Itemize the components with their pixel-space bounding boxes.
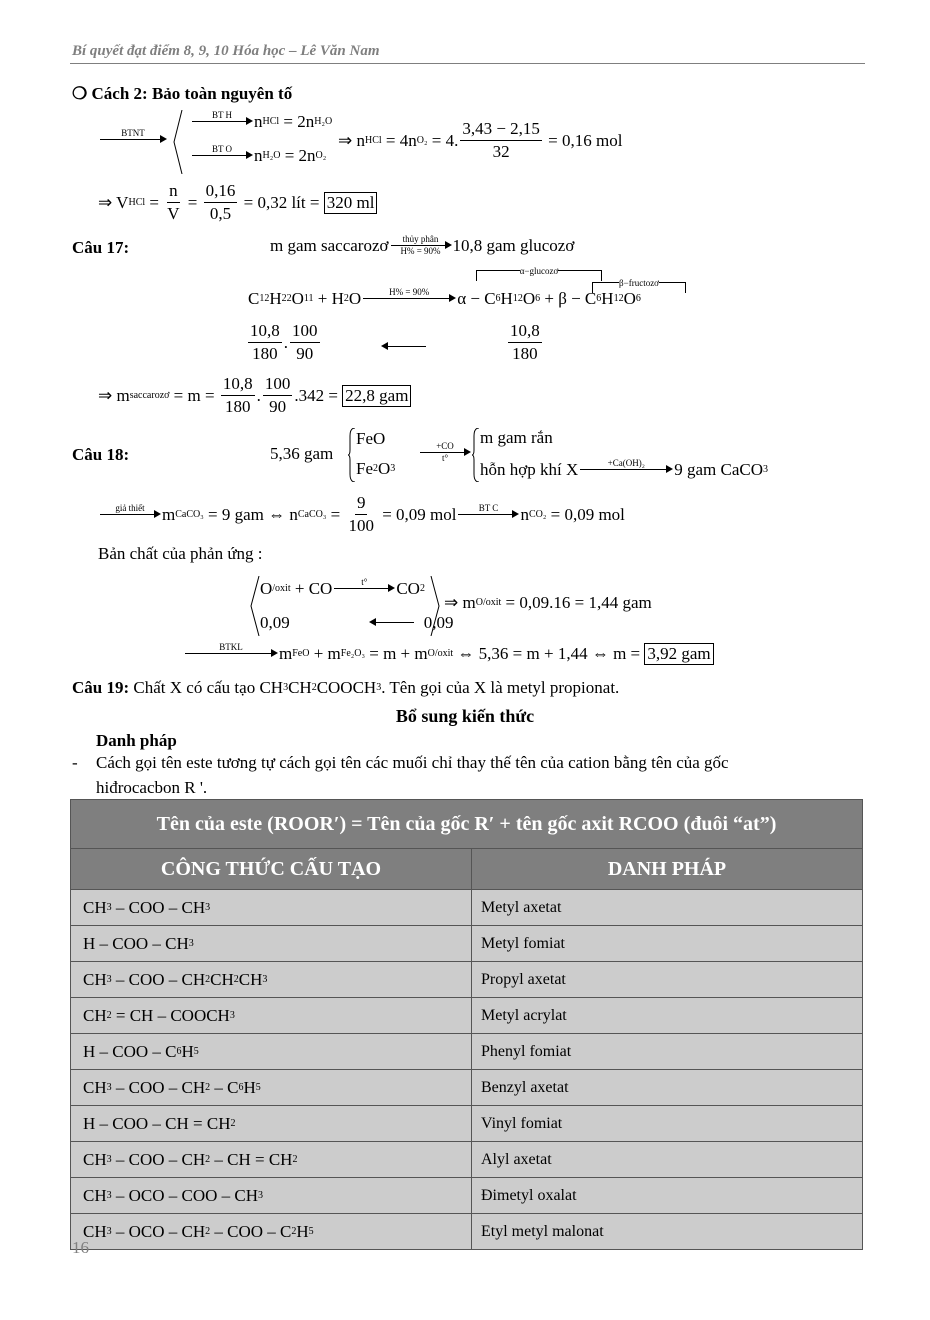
- text-run: COOCH: [316, 678, 377, 697]
- oxide-reaction: O /oxit + CO t° CO 2: [260, 577, 425, 600]
- arrow-label: t°: [361, 577, 368, 587]
- formula: H – COO – CH = CH 2: [83, 1113, 236, 1133]
- arrow-label: BT O: [211, 144, 233, 154]
- arrow-shaft: [391, 245, 447, 246]
- text-run: H – COO – C: [83, 1041, 177, 1061]
- text-run: O: [522, 288, 536, 308]
- brace: [472, 428, 480, 482]
- text-run: = 0,32 lít =: [239, 192, 324, 212]
- text-run: CH: [83, 1149, 107, 1169]
- text-run: n: [254, 145, 263, 165]
- circle-bullet-icon: ❍: [72, 84, 88, 103]
- denominator: 90: [269, 397, 287, 416]
- text-run: – COO – CH: [111, 969, 206, 989]
- text-run: + m: [309, 643, 341, 663]
- text-run: H: [243, 1077, 256, 1097]
- arrow-label: H% = 90%: [389, 287, 430, 297]
- text-run: H: [500, 288, 513, 308]
- text-run: m: [279, 643, 293, 663]
- arrow-label: [192, 122, 252, 133]
- text-run: =: [145, 192, 164, 212]
- name-cell: Metyl acrylat: [472, 998, 863, 1034]
- name-cell: Vinyl fomiat: [472, 1106, 863, 1142]
- text-run: = m =: [169, 385, 219, 405]
- page-number: 16: [72, 1238, 89, 1257]
- arrow-shaft: [580, 469, 668, 470]
- mass-conservation: BTKL m FeO + m Fe₂O₃ = m + m O/oxit ⇔ 5,36 = m + 1,44 ⇔ m = 3,92 gam: [183, 642, 714, 665]
- fraction: [204, 180, 238, 225]
- text-run: O: [348, 288, 362, 308]
- question-18-label: Câu 18:: [72, 445, 130, 464]
- arrow-shaft: [100, 514, 156, 515]
- formula: CH 2 = CH – COOCH 3: [83, 1005, 235, 1025]
- header-divider: [70, 63, 865, 64]
- running-header: Bí quyết đạt điểm 8, 9, 10 Hóa học – Lê Văn Nam: [72, 43, 380, 59]
- ratio-right: [506, 320, 544, 365]
- numerator: 3,43 − 2,15: [460, 118, 542, 141]
- formula: H – COO – C 6 H 5: [83, 1041, 199, 1061]
- formula-cell: [71, 1178, 472, 1214]
- text-run: – COO – C: [210, 1221, 292, 1241]
- formula-cell: [71, 1070, 472, 1106]
- question-19-text: Chất X có cấu tạo CH 3 CH 2 COOCH 3 . Tên gọi của X là metyl propionat.: [129, 678, 620, 697]
- text-run: O: [378, 459, 391, 478]
- saccharose-mass-result: ⇒ m saccarozơ = m = $\frac{10,8}{180}$ . $\frac{100}{90}$ .342 = 22,8 gam: [98, 373, 411, 418]
- text-run: =: [183, 192, 202, 212]
- note-line: hiđrocacbon R '.: [96, 778, 208, 797]
- reaction-arrow: [192, 110, 252, 133]
- hcl-result: ⇒ n HCl = 4n O₂ = 4. $\frac{3,43 - 2,15}{32}$ = 0,16 mol: [338, 119, 623, 161]
- text-run: H: [181, 1041, 194, 1061]
- text-run: .: [283, 332, 288, 352]
- denominator: V: [167, 204, 180, 223]
- fraction: [221, 373, 255, 418]
- angle-bracket-right: [430, 576, 440, 636]
- formula: CH 3 – COO – CH 2 CH 2 CH 3: [83, 969, 268, 989]
- formula: CH 3 – COO – CH 2 – C 6 H 5: [83, 1077, 261, 1097]
- mol-value: 0,09: [423, 612, 454, 632]
- table-title: Tên của este (ROOR′) = Tên của gốc R′ + tên gốc axit RCOO (đuôi “at”): [71, 800, 863, 849]
- text-run: n: [520, 504, 529, 524]
- arrow-label: [334, 589, 394, 600]
- text-run: C: [248, 288, 260, 308]
- text-run: = 0,09.16 = 1,44 gam: [501, 593, 652, 612]
- formula: CH 3 – COO – CH 2 – CH = CH 2: [83, 1149, 298, 1169]
- fraction: [165, 180, 181, 225]
- text-run: CO: [396, 578, 420, 598]
- arrow-label: giả thiết: [115, 503, 145, 513]
- product-gas: hỗn hợp khí X +Ca(OH)₂ 9 gam CaCO 3: [480, 458, 768, 481]
- text-run: α − C: [457, 288, 496, 308]
- initial-mass: 5,36 gam: [270, 444, 334, 463]
- text-run: = m + m: [364, 643, 428, 663]
- text-run: CH: [210, 969, 234, 989]
- text-run: ⇒ n: [338, 130, 365, 150]
- hydrolysis-equation: C 12 H 22 O 11 + H 2 O H% = 90% α − C 6 H 12 O 6 + β − C 6 H 12 O 6: [248, 287, 641, 310]
- text-run: H: [601, 288, 614, 308]
- arrow-label: +CO: [436, 441, 454, 451]
- angle-bracket-left: [250, 576, 260, 636]
- text-run: + CO: [290, 578, 333, 598]
- reaction-arrow: [334, 577, 394, 600]
- text-run: ⇒ V: [98, 192, 129, 212]
- denominator: 180: [224, 397, 251, 416]
- text-run: = 4.: [427, 130, 459, 150]
- arrow-shaft: [458, 514, 514, 515]
- arrow-label: [363, 299, 455, 310]
- text-run: + β − C: [540, 288, 597, 308]
- text-run: ⇔ 5,36 = m + 1,44 ⇔ m =: [453, 643, 645, 663]
- left-arrow: [370, 611, 414, 634]
- name-cell: Metyl fomiat: [472, 926, 863, 962]
- mol-value: 0,09: [260, 612, 290, 632]
- formula: CH 3 – OCO – COO – CH 3: [83, 1185, 264, 1205]
- arrow-shaft: [363, 298, 451, 299]
- text-run: = 9 gam ⇔ n: [203, 504, 298, 524]
- text-run: + H: [313, 288, 344, 308]
- text-run: O: [260, 578, 273, 598]
- text-run: FeO: [356, 429, 386, 448]
- arrow-label: BT H: [211, 110, 233, 120]
- bracket: [172, 110, 184, 174]
- list-bullet: -: [72, 753, 78, 772]
- text-run: CH: [83, 1185, 107, 1205]
- text-run: n: [254, 111, 263, 131]
- text-run: = 0,16 mol: [543, 130, 623, 150]
- text-run: 9 gam CaCO: [674, 459, 764, 479]
- arrow-label: [580, 470, 672, 481]
- denominator: 32: [492, 142, 510, 161]
- column-header-formula: CÔNG THỨC CẤU TẠO: [71, 849, 472, 890]
- arrow-shaft: [185, 653, 273, 654]
- section-title-text: Cách 2: Bảo toàn nguyên tố: [91, 84, 293, 103]
- text-run: H – COO – CH = CH: [83, 1113, 231, 1133]
- volume-result: ⇒ V HCl = $\frac{n}{V}$ = $\frac{0,16}{0,5}$ = 0,32 lít = 320 ml: [98, 180, 377, 225]
- reaction-arrow: [363, 287, 455, 310]
- reaction-arrow: [391, 234, 451, 257]
- arrow-label: +Ca(OH)₂: [607, 458, 645, 468]
- text-run: 10,8 gam glucozơ: [452, 235, 575, 255]
- text-run: CH: [288, 678, 312, 697]
- table-row: [71, 1178, 863, 1214]
- formula: CH 3 – OCO – CH 2 – COO – C 2 H 5: [83, 1221, 314, 1241]
- denominator: 100: [348, 516, 374, 535]
- fraction: [263, 373, 293, 418]
- table-row: [71, 1106, 863, 1142]
- table-row: [71, 1070, 863, 1106]
- brace: [348, 428, 356, 482]
- question-17-label: Câu 17:: [72, 238, 130, 257]
- product-solid: [480, 428, 553, 448]
- fructose-label: β−fructozơ: [619, 278, 659, 288]
- text-run: m gam rắn: [480, 428, 553, 447]
- text-run: O: [623, 288, 636, 308]
- caco3-calc: giả thiết m CaCO₃ = 9 gam ⇔ n CaCO₃ = $\frac{9}{100}$ = 0,09 mol BT C n CO₂ = 0,09 mol: [98, 492, 625, 537]
- text-run: .: [256, 385, 261, 405]
- question-19-label: Câu 19:: [72, 678, 130, 697]
- formula-cell: [71, 1214, 472, 1250]
- arrow-label: BT C: [478, 503, 499, 513]
- text-run: = 0,09 mol: [377, 504, 457, 524]
- numerator: 10,8: [248, 320, 282, 343]
- oxide-mass: ⇒ m O/oxit = 0,09.16 = 1,44 gam: [444, 593, 652, 612]
- text-run: H: [296, 1221, 309, 1241]
- supplement-title: Bổ sung kiến thức: [395, 706, 535, 726]
- hydrolysis-scheme: [270, 234, 574, 257]
- formula: H – COO – CH 3: [83, 933, 194, 953]
- name-cell: Propyl axetat: [472, 962, 863, 998]
- name-cell: Phenyl fomiat: [472, 1034, 863, 1070]
- formula-cell: [71, 1034, 472, 1070]
- text-run: ⇒ m: [444, 593, 476, 612]
- text-run: CH: [83, 897, 107, 917]
- name-cell: Đimetyl oxalat: [472, 1178, 863, 1214]
- name-cell: Etyl metyl malonat: [472, 1214, 863, 1250]
- arrow-shaft: [192, 121, 248, 122]
- arrow-label: thủy phân: [402, 234, 439, 244]
- text-run: CH: [238, 969, 263, 989]
- left-arrow: [380, 335, 428, 358]
- arrow-label: [100, 515, 160, 526]
- text-run: Fe: [356, 459, 373, 478]
- fraction: [460, 118, 542, 163]
- reaction-arrow: [185, 642, 277, 665]
- denominator: 180: [512, 344, 538, 363]
- btnt-arrow: [98, 128, 168, 151]
- text-run: CH: [83, 1077, 107, 1097]
- column-header-name: DANH PHÁP: [472, 849, 863, 890]
- text-run: = 4n: [381, 130, 417, 150]
- formula-cell: [71, 1142, 472, 1178]
- text-run: – CH = CH: [210, 1149, 293, 1169]
- table-row: [71, 926, 863, 962]
- arrow-label: BTKL: [219, 642, 243, 652]
- text-run: – OCO – COO – CH: [111, 1185, 259, 1205]
- numerator: 10,8: [221, 373, 255, 396]
- text-run: = 2n: [279, 111, 315, 131]
- numerator: 9: [355, 492, 368, 515]
- text-run: – C: [210, 1077, 239, 1097]
- arrow-label: H% = 90%: [400, 246, 441, 256]
- formula: CH 3 – COO – CH 3: [83, 897, 211, 917]
- table-row: [71, 1142, 863, 1178]
- question-19: [72, 678, 619, 698]
- text-run: – OCO – CH: [111, 1221, 206, 1241]
- boxed-answer: 320 ml: [324, 192, 378, 214]
- nomenclature-table: [70, 799, 863, 1250]
- fraction: [248, 320, 282, 365]
- arrow-label: [458, 515, 518, 526]
- reaction-arrow: [458, 503, 518, 526]
- numerator: 100: [290, 320, 320, 343]
- formula-cell: [71, 962, 472, 998]
- numerator: 100: [263, 373, 293, 396]
- table-row: [71, 962, 863, 998]
- text-run: CH: [83, 1005, 107, 1025]
- text-run: Chất X có cấu tạo CH: [129, 678, 284, 697]
- text-run: CH: [83, 969, 107, 989]
- reaction-arrow: [580, 458, 672, 481]
- reaction-nature: Bản chất của phản ứng :: [98, 544, 263, 563]
- name-cell: Alyl axetat: [472, 1142, 863, 1178]
- text-run: .342 =: [294, 385, 343, 405]
- reaction-arrow: [100, 503, 160, 526]
- text-run: = 2n: [280, 145, 316, 165]
- reactant-fe2o3: Fe 2 O 3: [356, 459, 396, 478]
- boxed-answer: 22,8 gam: [342, 385, 411, 407]
- formula-cell: [71, 1106, 472, 1142]
- ratio-left: [246, 320, 322, 365]
- reaction-arrow: [192, 144, 252, 167]
- arrow-label: BTNT: [121, 128, 145, 138]
- nomenclature-subtitle: Danh pháp: [96, 731, 177, 750]
- numerator: 0,16: [204, 180, 238, 203]
- text-run: – COO – CH: [111, 1077, 206, 1097]
- text-run: – COO – CH: [111, 897, 206, 917]
- name-cell: Metyl axetat: [472, 890, 863, 926]
- text-run: . Tên gọi của X là metyl propionat.: [381, 678, 620, 697]
- text-run: O: [291, 288, 304, 308]
- table-row: [71, 1034, 863, 1070]
- arrow-label: [185, 654, 277, 665]
- section-title: [72, 84, 292, 104]
- fraction: [508, 320, 542, 365]
- formula-cell: [71, 998, 472, 1034]
- oxide-moles: [260, 611, 454, 634]
- arrow-label: [192, 156, 252, 167]
- numerator: 10,8: [508, 320, 542, 343]
- text-run: – COO – CH: [111, 1149, 206, 1169]
- arrow-shaft: [192, 155, 248, 156]
- numerator: n: [167, 180, 180, 203]
- formula-cell: [71, 926, 472, 962]
- text-run: = CH – COOCH: [111, 1005, 230, 1025]
- denominator: 90: [296, 344, 314, 363]
- denominator: 180: [252, 344, 278, 363]
- table-row: [71, 1214, 863, 1250]
- text-run: H – COO – CH: [83, 933, 189, 953]
- bt-o-line: BT O n H₂O = 2n O₂: [190, 144, 326, 167]
- boxed-answer: 3,92 gam: [644, 643, 713, 665]
- arrow-label: t°: [441, 453, 449, 463]
- glucose-label: α−glucozơ: [519, 266, 559, 276]
- text-run: m: [162, 504, 176, 524]
- note-line: Cách gọi tên este tương tự cách gọi tên các muối chỉ thay thế tên của cation bằng tên của gốc: [96, 753, 729, 772]
- reactant-feo: [356, 429, 385, 449]
- text-run: H: [269, 288, 282, 308]
- arrow-shaft: [334, 588, 390, 589]
- fraction: [290, 320, 320, 365]
- co-arrow: [418, 441, 472, 464]
- text-run: CH: [83, 1221, 107, 1241]
- name-cell: Benzyl axetat: [472, 1070, 863, 1106]
- text-run: ⇒ m: [98, 385, 130, 405]
- glucose-bracket: [476, 266, 602, 281]
- bt-h-line: BT H n HCl = 2n H₂O: [190, 110, 332, 133]
- text-run: hỗn hợp khí X: [480, 459, 579, 479]
- text-run: =: [326, 504, 345, 524]
- formula-cell: [71, 890, 472, 926]
- table-row: [71, 998, 863, 1034]
- table-row: [71, 890, 863, 926]
- fraction: [346, 492, 376, 537]
- text-run: = 0,09 mol: [546, 504, 625, 524]
- denominator: 0,5: [209, 204, 232, 223]
- text-run: m gam saccarozơ: [270, 235, 389, 255]
- arrow: [100, 128, 166, 151]
